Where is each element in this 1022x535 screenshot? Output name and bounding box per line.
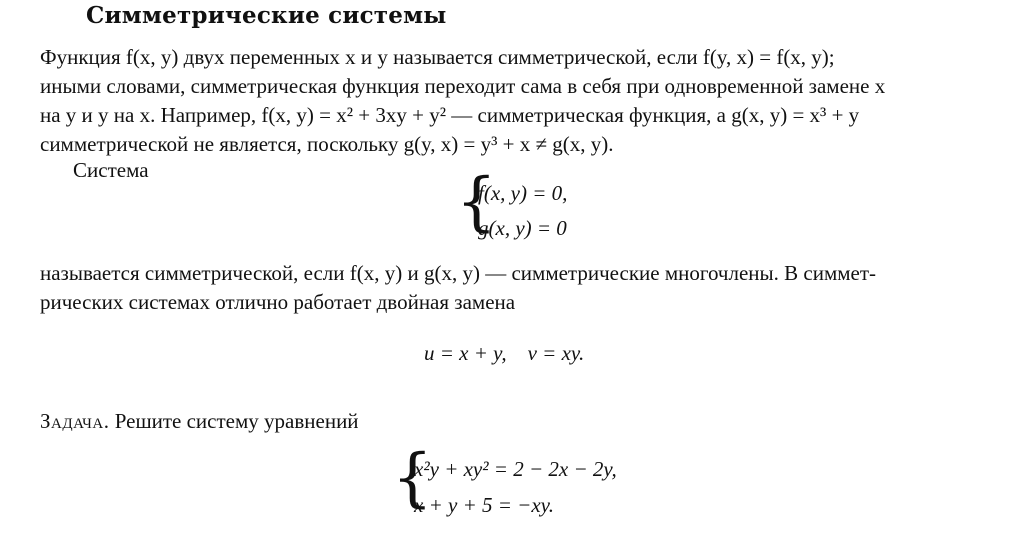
- paragraph-1-line-4: симметрической не является, поскольку g(y, x) = y³ + x ≠ g(x, y).: [40, 132, 614, 156]
- paragraph-2-line-2: рических системах отлично работает двойная замена: [40, 290, 516, 314]
- task-label: Задача.: [40, 409, 110, 433]
- substitution-formula: u = x + y, v = xy.: [424, 341, 585, 365]
- paragraph-2-line-1: называется симметрической, если f(x, y) и g(x, y) — симметрические многочлены. В симмет-: [40, 261, 877, 285]
- system-2-brace: {: [392, 441, 433, 515]
- paragraph-1-line-2: иными словами, симметрическая функция переходит сама в себя при одновременной замене x: [40, 74, 886, 98]
- system-1-brace: {: [456, 165, 497, 239]
- task-text: Решите систему уравнений: [114, 409, 359, 433]
- paragraph-1-line-3: на y и y на x. Например, f(x, y) = x² + 3xy + y² — симметрическая функция, а g(x, y) = x³ + y: [40, 103, 860, 127]
- paragraph-1-line-1: Функция f(x, y) двух переменных x и y называется симметрической, если f(y, x) = f(x, y);: [40, 45, 835, 69]
- system-2-equation-1: x²y + xy² = 2 − 2x − 2y,: [414, 457, 617, 481]
- section-title: Симметрические системы: [86, 2, 447, 29]
- system-1-equation-2: g(x, y) = 0: [478, 216, 567, 240]
- system-1-equation-1: f(x, y) = 0,: [478, 181, 568, 205]
- system-intro: Система: [73, 158, 149, 182]
- system-2-equation-2: x + y + 5 = −xy.: [414, 493, 555, 517]
- task-line: [40, 408, 1015, 434]
